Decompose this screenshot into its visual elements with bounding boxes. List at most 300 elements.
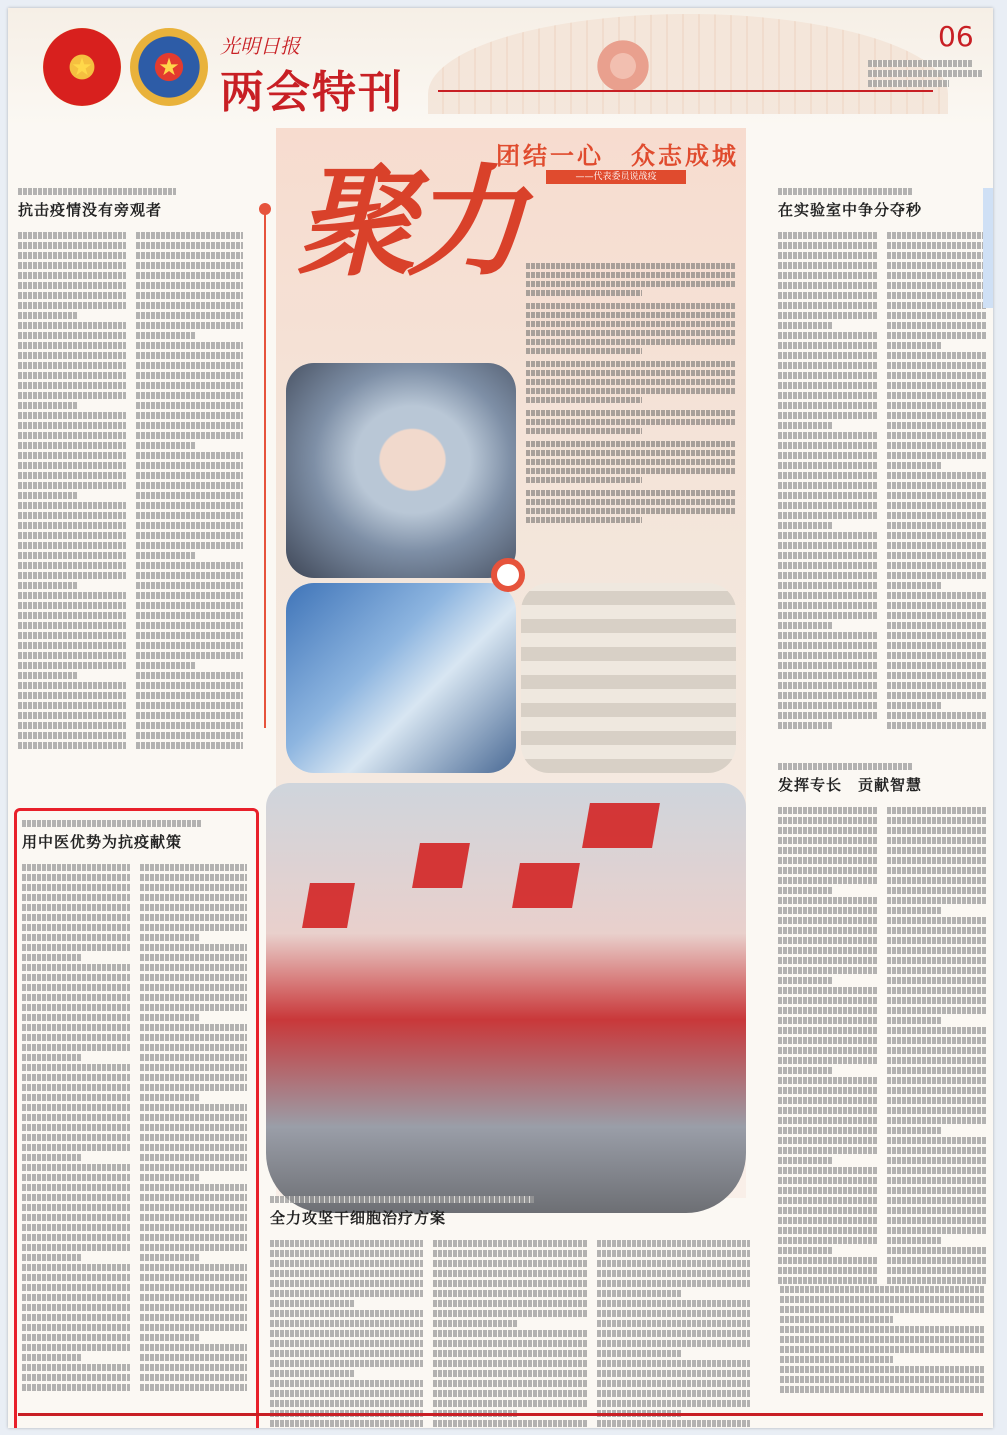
text-line <box>526 272 736 278</box>
text-line <box>778 1217 877 1224</box>
text-line <box>887 1227 986 1234</box>
text-line <box>887 232 986 239</box>
text-line <box>597 1290 681 1297</box>
article-headline: 抗击疫情没有旁观者 <box>18 201 163 219</box>
text-line <box>887 907 941 914</box>
text-line <box>433 1330 586 1337</box>
text-line <box>778 382 877 389</box>
text-line <box>887 877 986 884</box>
text-line <box>270 1310 423 1317</box>
text-line <box>597 1310 750 1317</box>
text-line <box>887 1017 941 1024</box>
text-line <box>887 682 986 689</box>
text-line <box>18 492 77 499</box>
text-line <box>778 1107 877 1114</box>
text-line <box>778 1087 877 1094</box>
text-line <box>136 722 244 729</box>
text-line <box>18 522 126 529</box>
text-line <box>887 322 986 329</box>
text-line <box>526 379 736 385</box>
text-line <box>887 867 986 874</box>
text-line <box>18 572 126 579</box>
text-line <box>887 342 941 349</box>
text-line <box>780 1316 893 1323</box>
text-line <box>887 1197 986 1204</box>
text-line <box>136 642 244 649</box>
article-kicker <box>778 763 986 770</box>
text-line <box>136 522 244 529</box>
text-line <box>887 1037 986 1044</box>
text-line <box>136 282 244 289</box>
text-line <box>18 452 126 459</box>
text-line <box>597 1360 750 1367</box>
red-flag-icon <box>412 843 470 888</box>
text-line <box>778 662 877 669</box>
text-line <box>887 1247 986 1254</box>
text-line <box>887 522 986 529</box>
text-line <box>778 827 877 834</box>
text-line <box>136 692 244 699</box>
article-bottom-center[interactable] <box>270 1196 750 1428</box>
feature-slogan-sub: ——代表委员说战疫 <box>546 170 686 184</box>
text-line <box>18 712 126 719</box>
text-line <box>778 682 877 689</box>
text-line <box>526 477 642 483</box>
text-line <box>778 1097 877 1104</box>
text-line <box>780 1306 985 1313</box>
text-line <box>597 1370 750 1377</box>
text-line <box>18 702 126 709</box>
text-line <box>18 382 126 389</box>
text-line <box>778 877 877 884</box>
text-line <box>270 1260 423 1267</box>
text-line <box>887 917 986 924</box>
text-line <box>18 652 126 659</box>
text-line <box>597 1380 750 1387</box>
text-line <box>778 917 877 924</box>
text-line <box>887 382 986 389</box>
text-line <box>136 422 244 429</box>
text-line <box>526 330 736 336</box>
text-line <box>778 262 877 269</box>
text-line <box>778 522 832 529</box>
text-line <box>887 372 986 379</box>
feature-intro-text <box>526 263 736 530</box>
text-line <box>778 312 877 319</box>
text-line <box>18 482 126 489</box>
text-line <box>887 242 986 249</box>
text-line <box>18 412 126 419</box>
text-line <box>780 1286 985 1293</box>
text-line <box>526 441 736 447</box>
text-line <box>778 412 877 419</box>
article-body <box>778 807 986 1287</box>
text-line <box>526 348 642 354</box>
text-line <box>778 612 877 619</box>
text-line <box>887 352 986 359</box>
article-right-mid[interactable] <box>778 763 986 1287</box>
special-title: 两会特刊 <box>220 67 404 118</box>
feature-paragraph <box>526 361 736 403</box>
text-line <box>597 1330 750 1337</box>
text-line <box>778 1127 877 1134</box>
text-line <box>778 1157 832 1164</box>
text-line <box>778 332 877 339</box>
text-line <box>136 392 244 399</box>
text-line <box>887 1157 986 1164</box>
text-line <box>887 1177 986 1184</box>
text-line <box>18 472 126 479</box>
text-line <box>778 1137 877 1144</box>
text-line <box>18 422 126 429</box>
text-line <box>887 1207 986 1214</box>
masthead-rule <box>438 90 933 92</box>
text-line <box>887 977 986 984</box>
decorative-line <box>264 208 266 728</box>
text-line <box>18 592 126 599</box>
text-line <box>887 927 986 934</box>
text-line <box>526 312 736 318</box>
text-line <box>887 957 986 964</box>
text-line <box>887 632 986 639</box>
text-line <box>433 1280 586 1287</box>
text-line <box>778 1047 877 1054</box>
article-right-top[interactable] <box>778 188 986 732</box>
text-line <box>778 987 877 994</box>
text-line <box>18 612 126 619</box>
text-line <box>778 1197 877 1204</box>
text-line <box>136 402 244 409</box>
text-line <box>778 472 877 479</box>
text-line <box>778 997 877 1004</box>
text-line <box>778 927 877 934</box>
text-line <box>597 1300 750 1307</box>
text-line <box>136 582 244 589</box>
text-line <box>136 572 244 579</box>
text-line <box>433 1370 586 1377</box>
text-line <box>778 242 877 249</box>
text-line <box>136 362 244 369</box>
text-line <box>887 482 986 489</box>
text-line <box>778 632 877 639</box>
text-line <box>136 412 244 419</box>
text-line <box>526 410 736 416</box>
text-line <box>18 672 77 679</box>
text-line <box>887 1107 986 1114</box>
text-line <box>778 1077 877 1084</box>
text-line <box>778 462 877 469</box>
text-line <box>887 1007 986 1014</box>
cppcc-emblem-icon: ★ <box>130 28 208 106</box>
text-line <box>18 642 126 649</box>
text-line <box>18 232 126 239</box>
text-line <box>270 1360 423 1367</box>
text-line <box>887 572 986 579</box>
text-line <box>778 857 877 864</box>
text-line <box>18 742 126 749</box>
text-line <box>270 1250 423 1257</box>
text-line <box>778 292 877 299</box>
text-line <box>778 552 877 559</box>
text-line <box>887 492 986 499</box>
text-line <box>778 672 877 679</box>
text-line <box>778 482 877 489</box>
page-number: 06 <box>938 20 974 53</box>
text-line <box>778 302 877 309</box>
text-line <box>887 1117 986 1124</box>
text-line <box>778 352 877 359</box>
text-line <box>18 342 126 349</box>
text-line <box>887 817 986 824</box>
text-line <box>433 1290 586 1297</box>
text-line <box>887 662 986 669</box>
text-line <box>887 552 986 559</box>
text-line <box>526 370 736 376</box>
text-line <box>18 532 126 539</box>
text-line <box>887 542 986 549</box>
text-line <box>526 361 736 367</box>
text-line <box>18 722 126 729</box>
text-line <box>526 419 736 425</box>
red-flag-icon <box>302 883 355 928</box>
text-line <box>136 492 244 499</box>
text-line <box>18 582 77 589</box>
text-line <box>887 332 986 339</box>
text-line <box>136 262 244 269</box>
text-line <box>136 372 244 379</box>
text-line <box>18 322 126 329</box>
text-line <box>526 499 736 505</box>
highlight-box <box>14 808 259 1428</box>
text-line <box>887 1217 986 1224</box>
text-line <box>887 967 986 974</box>
national-emblem-icon: ★ <box>43 28 121 106</box>
text-line <box>270 1320 423 1327</box>
text-line <box>136 662 195 669</box>
text-line <box>887 502 986 509</box>
text-line <box>778 642 877 649</box>
text-line <box>778 1187 877 1194</box>
text-line <box>887 312 986 319</box>
text-line <box>433 1310 586 1317</box>
text-line <box>526 303 736 309</box>
text-line <box>778 1067 832 1074</box>
text-line <box>887 722 986 729</box>
text-line <box>526 388 736 394</box>
text-line <box>136 602 244 609</box>
text-line <box>887 897 986 904</box>
text-line <box>136 592 244 599</box>
photo-researcher-masked <box>286 363 516 578</box>
text-line <box>136 652 244 659</box>
text-line <box>597 1270 750 1277</box>
text-line <box>887 272 986 279</box>
text-line <box>887 987 986 994</box>
text-line <box>433 1360 586 1367</box>
text-line <box>270 1290 423 1297</box>
text-line <box>136 612 244 619</box>
text-line <box>887 1127 941 1134</box>
text-line <box>887 412 986 419</box>
text-line <box>778 572 877 579</box>
text-line <box>136 552 195 559</box>
text-line <box>526 508 736 514</box>
text-line <box>18 362 126 369</box>
text-line <box>887 937 986 944</box>
text-line <box>778 692 877 699</box>
text-line <box>270 1270 423 1277</box>
text-line <box>778 1177 877 1184</box>
article-kicker <box>778 188 986 195</box>
text-line <box>597 1390 750 1397</box>
text-line <box>778 492 877 499</box>
text-line <box>270 1340 423 1347</box>
text-line <box>136 702 244 709</box>
text-line <box>778 562 877 569</box>
text-line <box>270 1400 423 1407</box>
text-line <box>887 402 986 409</box>
text-line <box>778 1237 877 1244</box>
text-line <box>778 1227 877 1234</box>
text-line <box>778 1167 877 1174</box>
decorative-dot-icon <box>259 203 271 215</box>
text-line <box>18 622 126 629</box>
text-line <box>136 382 244 389</box>
text-line <box>887 1067 986 1074</box>
text-line <box>887 1137 986 1144</box>
text-line <box>526 263 736 269</box>
text-line <box>887 1027 986 1034</box>
text-line <box>887 1187 986 1194</box>
text-line <box>136 542 244 549</box>
text-line <box>597 1400 750 1407</box>
text-line <box>526 321 736 327</box>
text-line <box>887 602 986 609</box>
text-line <box>136 742 244 749</box>
text-line <box>780 1386 985 1393</box>
text-line <box>778 232 877 239</box>
text-line <box>433 1340 586 1347</box>
text-line <box>778 937 877 944</box>
photo-lab-storage <box>521 583 736 773</box>
text-line <box>778 512 877 519</box>
footer-rule <box>18 1413 983 1416</box>
text-line <box>270 1370 354 1377</box>
text-line <box>526 428 642 434</box>
text-line <box>887 592 986 599</box>
text-line <box>270 1300 354 1307</box>
feature-paragraph <box>526 303 736 354</box>
text-line <box>136 332 195 339</box>
notes-box <box>780 1286 985 1396</box>
text-line <box>597 1280 750 1287</box>
text-line <box>887 947 986 954</box>
text-line <box>433 1320 517 1327</box>
text-line <box>887 472 986 479</box>
text-line <box>270 1350 423 1357</box>
text-line <box>780 1336 985 1343</box>
photo-medical-team-celebration <box>266 783 746 1213</box>
text-line <box>887 827 986 834</box>
text-line <box>433 1250 586 1257</box>
text-line <box>887 857 986 864</box>
text-line <box>887 672 986 679</box>
feature-paragraph <box>526 263 736 296</box>
text-line <box>887 1277 986 1284</box>
text-line <box>18 292 126 299</box>
text-line <box>778 957 877 964</box>
text-line <box>136 482 244 489</box>
text-line <box>136 442 195 449</box>
article-body <box>270 1240 750 1428</box>
text-line <box>887 252 986 259</box>
text-line <box>18 562 126 569</box>
text-line <box>597 1420 750 1427</box>
text-line <box>18 402 77 409</box>
newspaper-page <box>8 8 993 1428</box>
text-line <box>778 817 877 824</box>
text-line <box>597 1350 681 1357</box>
feature-paragraph <box>526 441 736 483</box>
text-line <box>18 282 126 289</box>
text-line <box>887 712 986 719</box>
text-line <box>433 1300 586 1307</box>
text-line <box>136 342 244 349</box>
text-line <box>778 342 877 349</box>
text-line <box>778 1027 877 1034</box>
text-line <box>778 592 877 599</box>
text-line <box>18 372 126 379</box>
photo-lab-microscope <box>286 583 516 773</box>
text-line <box>18 602 126 609</box>
text-line <box>778 1017 877 1024</box>
text-line <box>887 532 986 539</box>
text-line <box>778 372 877 379</box>
ceiling-star-icon <box>593 36 653 96</box>
text-line <box>778 362 877 369</box>
text-line <box>778 402 877 409</box>
text-line <box>887 422 986 429</box>
feature-big-title: 聚力 <box>296 152 516 293</box>
text-line <box>270 1390 423 1397</box>
text-line <box>778 1037 877 1044</box>
text-line <box>18 662 126 669</box>
text-line <box>433 1390 586 1397</box>
text-line <box>136 532 244 539</box>
text-line <box>136 312 244 319</box>
text-line <box>778 867 877 874</box>
text-line <box>778 1267 877 1274</box>
feature-slogan: 团结一心 众志成城 <box>496 142 739 170</box>
text-line <box>136 562 244 569</box>
text-line <box>18 352 126 359</box>
text-line <box>780 1346 985 1353</box>
text-line <box>887 622 986 629</box>
text-line <box>778 452 877 459</box>
text-line <box>136 512 244 519</box>
text-line <box>887 807 986 814</box>
text-line <box>136 292 244 299</box>
text-line <box>526 450 736 456</box>
text-line <box>778 622 832 629</box>
text-line <box>136 672 244 679</box>
text-line <box>526 517 642 523</box>
text-line <box>433 1260 586 1267</box>
article-left-top[interactable] <box>18 188 243 752</box>
text-line <box>136 462 244 469</box>
text-line <box>18 242 126 249</box>
text-line <box>18 682 126 689</box>
